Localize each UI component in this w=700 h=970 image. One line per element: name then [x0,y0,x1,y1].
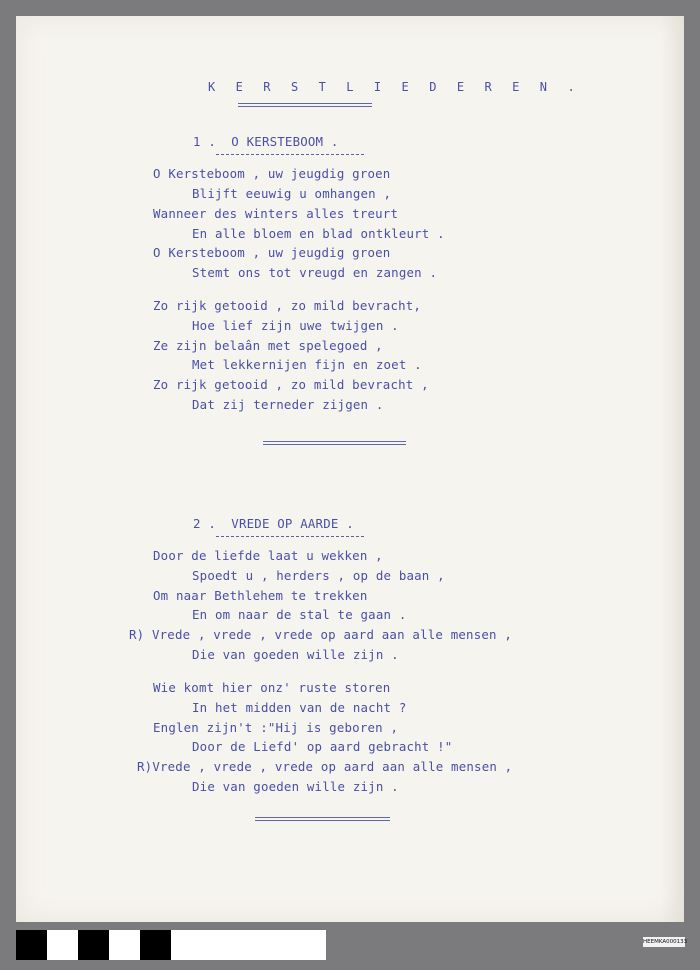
lyric-line: In het midden van de nacht ? [192,700,407,715]
lyric-line: Dat zij terneder zijgen . [192,397,384,412]
refrain-line: R)Vrede , vrede , vrede op aard aan alle mensen , [137,759,513,774]
calibration-patch [78,930,109,960]
lyric-line: Blijft eeuwig u omhangen , [192,186,392,201]
lyric-line: Om naar Bethlehem te trekken [153,588,368,603]
lyric-line: En om naar de stal te gaan . [192,607,407,622]
lyric-line: Wie komt hier onz' ruste storen [153,680,391,695]
lyric-line: Door de liefde laat u wekken , [153,548,383,563]
lyric-line: Die van goeden wille zijn . [192,779,399,794]
color-calibration-strip [16,930,326,960]
document-title: K E R S T L I E D E R E N . [208,80,582,94]
heading-underline [216,536,364,537]
lyric-line: Door de Liefd' op aard gebracht !" [192,739,453,754]
calibration-patch [109,930,140,960]
calibration-patch [140,930,171,960]
lyric-line: En alle bloem en blad ontkleurt . [192,226,445,241]
lyric-line: Zo rijk getooid , zo mild bevracht , [153,377,429,392]
calibration-patch [47,930,78,960]
lyric-line: Englen zijn't :"Hij is geboren , [153,720,399,735]
calibration-patch [16,930,47,960]
lyric-line: Ze zijn belaân met spelegoed , [153,338,383,353]
title-underline [238,103,372,107]
calibration-patch [171,930,326,960]
refrain-line: R) Vrede , vrede , vrede op aard aan alle mensen , [129,627,512,642]
end-divider [255,817,390,821]
lyric-line: Hoe lief zijn uwe twijgen . [192,318,399,333]
heading-underline [216,154,364,155]
song-heading: 2 . VREDE OP AARDE . [193,516,354,531]
catalog-number-label: HEEMKA000133 [643,939,688,945]
paper-edge-shading [660,16,684,922]
lyric-line: Die van goeden wille zijn . [192,647,399,662]
song-heading: 1 . O KERSTEBOOM . [193,134,339,149]
lyric-line: O Kersteboom , uw jeugdig groen [153,166,391,181]
lyric-line: Met lekkernijen fijn en zoet . [192,357,422,372]
lyric-line: Zo rijk getooid , zo mild bevracht, [153,298,422,313]
section-divider [263,441,406,445]
lyric-line: Spoedt u , herders , op de baan , [192,568,445,583]
lyric-line: O Kersteboom , uw jeugdig groen [153,245,391,260]
lyric-line: Stemt ons tot vreugd en zangen . [192,265,438,280]
lyric-line: Wanneer des winters alles treurt [153,206,399,221]
